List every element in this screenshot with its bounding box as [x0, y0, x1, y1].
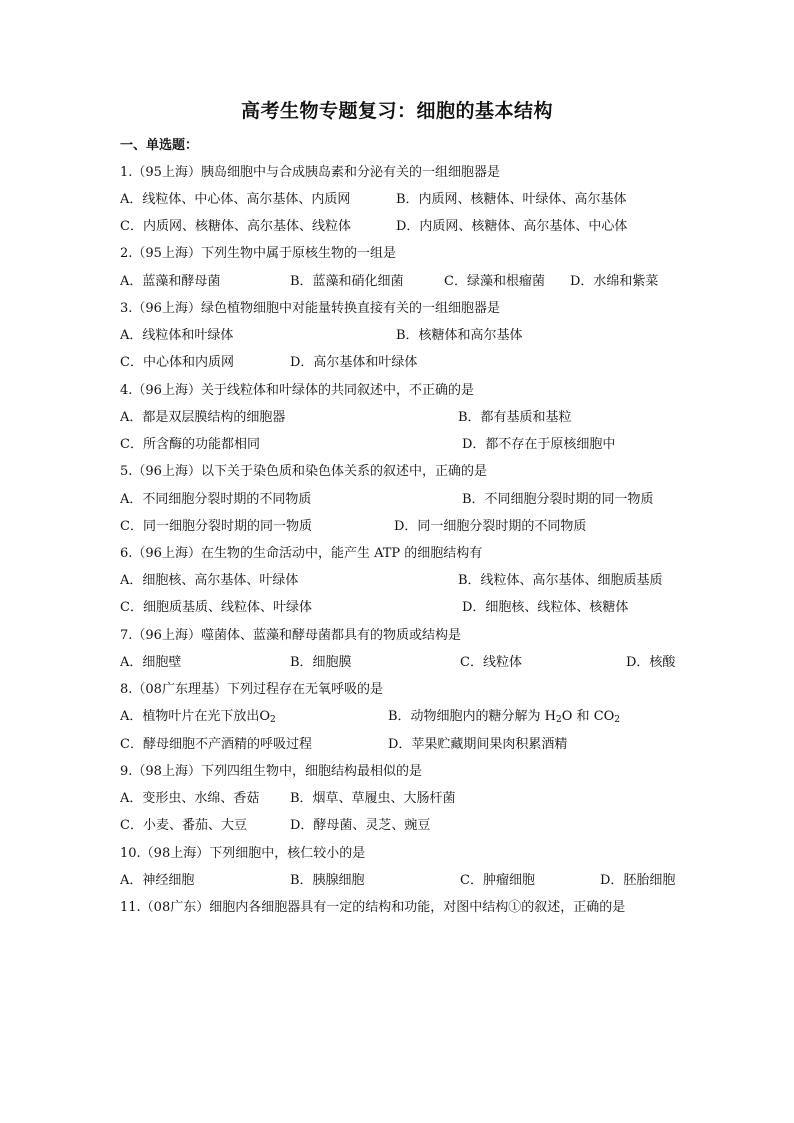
q7-option-d: D．核酸	[626, 655, 676, 670]
question-stem-11: 11.（08广东）细胞内各细胞器具有一定的结构和功能，对图中结构①的叙述，正确的是	[120, 900, 626, 915]
q1-option-d: D．内质网、核糖体、高尔基体、中心体	[396, 219, 628, 234]
question-stem-5: 5.（96上海）以下关于染色质和染色体关系的叙述中，正确的是	[120, 464, 487, 479]
q10-option-a: A．神经细胞	[120, 873, 195, 888]
q8-option-a-text: A．植物叶片在光下放出O	[120, 709, 271, 724]
q9-option-d: D．酵母菌、灵芝、豌豆	[290, 818, 431, 833]
q8-option-d: D．苹果贮藏期间果肉积累酒精	[388, 737, 568, 752]
q10-option-d: D．胚胎细胞	[600, 873, 676, 888]
q3-option-a: A．线粒体和叶绿体	[120, 328, 234, 343]
question-stem-10: 10.（98上海）下列细胞中，核仁较小的是	[120, 846, 366, 861]
page-title: 高考生物专题复习：细胞的基本结构	[240, 100, 553, 122]
q4-option-a: A．都是双层膜结构的细胞器	[120, 410, 286, 425]
q5-option-b: B．不同细胞分裂时期的同一物质	[462, 492, 654, 507]
q2-option-c: C．绿藻和根瘤菌	[444, 274, 545, 289]
q6-option-a: A．细胞核、高尔基体、叶绿体	[120, 573, 299, 588]
q2-option-d: D．水绵和紫菜	[570, 274, 659, 289]
question-stem-1: 1.（95上海）胰岛细胞中与合成胰岛素和分泌有关的一组细胞器是	[120, 165, 500, 180]
q8-option-b-mid: O 和 CO	[561, 709, 615, 724]
q8-option-b-subscript-1: 2	[556, 715, 562, 725]
q4-option-d: D．都不存在于原核细胞中	[462, 437, 616, 452]
q8-option-a	[120, 707, 276, 727]
question-stem-7: 7.（96上海）噬菌体、蓝藻和酵母菌都具有的物质或结构是	[120, 628, 461, 643]
question-stem-8: 8.（08广东理基）下列过程存在无氧呼吸的是	[120, 682, 383, 697]
q8-option-a-subscript: 2	[270, 715, 276, 725]
question-stem-3: 3.（96上海）绿色植物细胞中对能量转换直接有关的一组细胞器是	[120, 301, 500, 316]
q9-option-a: A．变形虫、水绵、香菇	[120, 791, 260, 806]
q8-option-c: C．酵母细胞不产酒精的呼吸过程	[120, 737, 312, 752]
q2-option-b: B．蓝藻和硝化细菌	[290, 274, 404, 289]
q5-option-c: C．同一细胞分裂时期的同一物质	[120, 519, 312, 534]
q7-option-b: B．细胞膜	[290, 655, 352, 670]
q5-option-a: A．不同细胞分裂时期的不同物质	[120, 492, 312, 507]
question-stem-4: 4.（96上海）关于线粒体和叶绿体的共同叙述中，不正确的是	[120, 383, 474, 398]
q9-option-b: B．烟草、草履虫、大肠杆菌	[290, 791, 456, 806]
q9-option-c: C．小麦、番茄、大豆	[120, 818, 247, 833]
question-stem-9: 9.（98上海）下列四组生物中，细胞结构最相似的是	[120, 764, 422, 779]
q2-option-a: A．蓝藻和酵母菌	[120, 274, 221, 289]
q8-option-b	[388, 707, 620, 727]
q3-option-c: C．中心体和内质网	[120, 355, 234, 370]
q7-option-a: A．细胞壁	[120, 655, 182, 670]
q8-option-b-text: B．动物细胞内的糖分解为 H	[388, 709, 557, 724]
q4-option-c: C．所含酶的功能都相同	[120, 437, 260, 452]
question-stem-2: 2.（95上海）下列生物中属于原核生物的一组是	[120, 246, 396, 261]
q10-option-b: B．胰腺细胞	[290, 873, 365, 888]
q10-option-c: C．肿瘤细胞	[460, 873, 535, 888]
section-heading: 一、单选题：	[120, 138, 199, 153]
q6-option-b: B．线粒体、高尔基体、细胞质基质	[458, 573, 663, 588]
q5-option-d: D．同一细胞分裂时期的不同物质	[394, 519, 587, 534]
q3-option-d: D．高尔基体和叶绿体	[290, 355, 418, 370]
q6-option-d: D．细胞核、线粒体、核糖体	[462, 600, 629, 615]
q1-option-a: A．线粒体、中心体、高尔基体、内质网	[120, 192, 351, 207]
q1-option-b: B．内质网、核糖体、叶绿体、高尔基体	[396, 192, 627, 207]
q6-option-c: C．细胞质基质、线粒体、叶绿体	[120, 600, 312, 615]
q1-option-c: C．内质网、核糖体、高尔基体、线粒体	[120, 219, 351, 234]
q8-option-b-subscript-2: 2	[614, 715, 621, 725]
q4-option-b: B．都有基质和基粒	[458, 410, 572, 425]
question-stem-6: 6.（96上海）在生物的生命活动中，能产生 ATP 的细胞结构有	[120, 546, 483, 561]
q3-option-b: B．核糖体和高尔基体	[396, 328, 523, 343]
q7-option-c: C．线粒体	[460, 655, 522, 670]
